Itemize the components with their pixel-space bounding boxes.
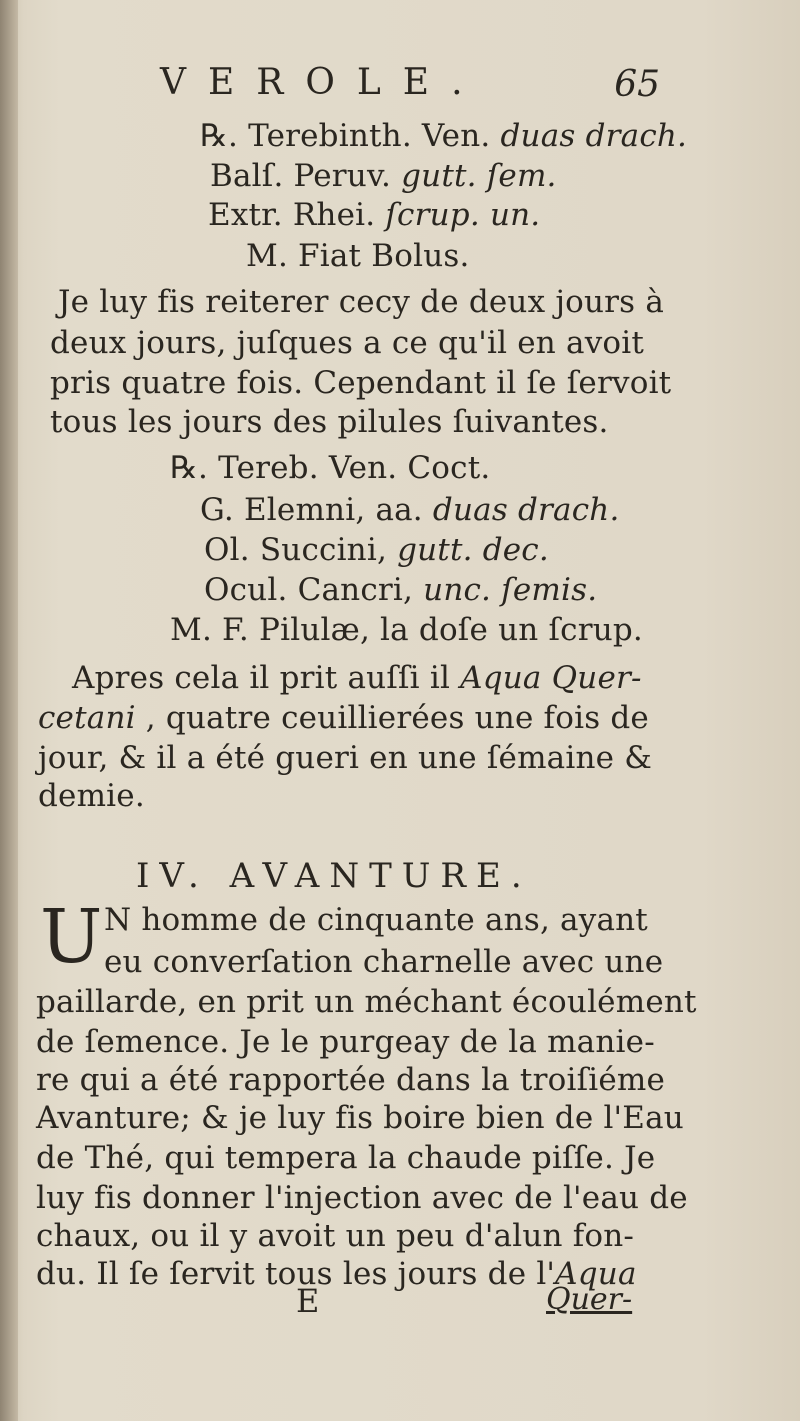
recipe1-line-2: Balſ. Peruv. gutt. ſem.	[210, 158, 557, 194]
page-number: 65	[614, 64, 660, 105]
para1-line-2: deux jours, juſques a ce qu'il en avoit	[50, 325, 645, 361]
running-title: VEROLE.	[160, 62, 485, 103]
recipe1-line-1: ℞. Terebinth. Ven. duas drach.	[200, 118, 688, 154]
para3-line-3: paillarde, en prit un méchant écoulément	[36, 984, 697, 1020]
recipe2-line-3: Ol. Succini, gutt. dec.	[204, 532, 549, 568]
section-title: IV. AVANTURE.	[136, 856, 532, 896]
para2-line-3: jour, & il a été gueri en une ſémaine &	[38, 740, 653, 776]
para3-line-7: de Thé, qui tempera la chaude piſſe. Je	[36, 1140, 656, 1176]
para1-line-4: tous les jours des pilules ſuivantes.	[50, 404, 609, 440]
page-header	[160, 62, 660, 112]
para3-line-9: chaux, ou il y avoit un peu d'alun fon-	[36, 1218, 635, 1254]
para3-line-5: re qui a été rapportée dans la troiſiéme	[36, 1062, 666, 1098]
para3-line-6: Avanture; & je luy fis boire bien de l'Eau	[36, 1100, 684, 1136]
recipe2-line-4: Ocul. Cancri, unc. ſemis.	[204, 572, 598, 608]
para1-line-3: pris quatre fois. Cependant il ſe ſervoit	[50, 365, 672, 401]
para3-line-1: N homme de cinquante ans, ayant	[104, 902, 648, 938]
page-gutter	[0, 0, 18, 1421]
para3-line-8: luy fis donner l'injection avec de l'eau de	[36, 1180, 688, 1216]
recipe1-line-4: M. Fiat Bolus.	[246, 238, 470, 274]
para2-line-4: demie.	[38, 778, 145, 814]
recipe2-line-5: M. F. Pilulæ, la doſe un ſcrup.	[170, 612, 643, 648]
para3-line-2: eu converſation charnelle avec une	[104, 944, 664, 980]
para2-line-1: Apres cela il prit auſſi il Aqua Quer-	[72, 660, 642, 696]
para1-line-1: Je luy fis reiterer cecy de deux jours à	[58, 284, 665, 320]
drop-cap: U	[40, 894, 103, 980]
signature-mark: E	[296, 1282, 320, 1320]
para3-line-4: de ſemence. Je le purgeay de la manie-	[36, 1024, 655, 1060]
recipe1-line-3: Extr. Rhei. ſcrup. un.	[208, 197, 541, 233]
para2-line-2: cetani , quatre ceuillierées une fois de	[38, 700, 649, 736]
catchword: Quer-	[546, 1282, 633, 1317]
recipe2-line-2: G. Elemni, aa. duas drach.	[200, 492, 620, 528]
recipe2-line-1: ℞. Tereb. Ven. Coct.	[170, 450, 491, 486]
para3-line-10: du. Il ſe ſervit tous les jours de l'Aqua	[36, 1256, 637, 1292]
